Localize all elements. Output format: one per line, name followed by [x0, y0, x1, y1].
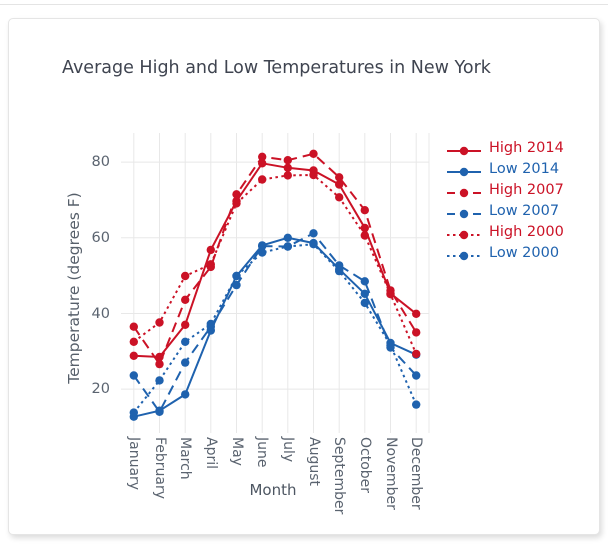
series-marker-high-2000	[284, 171, 292, 179]
series-marker-low-2000	[412, 400, 420, 408]
series-marker-low-2000	[309, 240, 317, 248]
x-tick-label: May	[228, 437, 245, 466]
y-axis-title: Temperature (degrees F)	[65, 192, 83, 384]
series-marker-high-2000	[258, 175, 266, 183]
legend-item-high-2014[interactable]	[446, 137, 564, 158]
legend-item-low-2014[interactable]	[446, 158, 564, 179]
y-tick-label: 80	[91, 154, 110, 171]
legend-item-high-2007[interactable]	[446, 179, 564, 200]
legend-label: Low 2014	[489, 160, 560, 177]
y-tick-label: 60	[91, 229, 110, 246]
y-tick-label: 20	[91, 381, 110, 398]
x-tick-label: October	[356, 437, 373, 494]
x-tick-label: December	[408, 437, 425, 510]
chart-title: Average High and Low Temperatures in New York	[62, 58, 491, 78]
series-marker-high-2007	[258, 153, 266, 161]
series-line-low-2000	[134, 244, 416, 412]
series-marker-low-2007	[181, 358, 189, 366]
series-marker-high-2014	[284, 164, 292, 172]
legend-label: High 2000	[489, 223, 564, 240]
series-line-high-2014	[134, 163, 416, 357]
series-marker-low-2007	[130, 371, 138, 379]
series-marker-high-2000	[309, 171, 317, 179]
series-marker-high-2000	[335, 193, 343, 201]
series-marker-high-2000	[155, 318, 163, 326]
series-marker-high-2000	[361, 231, 369, 239]
x-tick-label: June	[254, 437, 271, 468]
legend-line-sample	[446, 205, 482, 217]
legend	[446, 137, 564, 263]
series-marker-low-2000	[258, 248, 266, 256]
series-marker-low-2007	[412, 371, 420, 379]
series-marker-low-2000	[361, 299, 369, 307]
series-marker-low-2000	[284, 242, 292, 250]
legend-line-sample	[446, 184, 482, 196]
series-marker-high-2014	[130, 352, 138, 360]
series-line-high-2000	[134, 175, 416, 354]
series-marker-high-2007	[335, 173, 343, 181]
series-marker-high-2007	[232, 190, 240, 198]
series-marker-low-2000	[386, 341, 394, 349]
series-marker-high-2014	[181, 321, 189, 329]
series-marker-low-2007	[309, 229, 317, 237]
legend-line-sample	[446, 142, 482, 154]
legend-item-low-2000[interactable]	[446, 242, 564, 263]
series-marker-high-2000	[232, 199, 240, 207]
series-line-low-2007	[134, 233, 416, 411]
series-marker-high-2007	[361, 206, 369, 214]
x-tick-label: April	[202, 437, 219, 469]
series-marker-high-2014	[412, 310, 420, 318]
series-marker-low-2000	[207, 320, 215, 328]
series-marker-low-2014	[284, 234, 292, 242]
series-marker-high-2000	[181, 272, 189, 280]
x-tick-label: February	[151, 437, 168, 500]
legend-item-low-2007[interactable]	[446, 200, 564, 221]
legend-line-sample	[446, 247, 482, 259]
series-line-low-2014	[134, 238, 416, 417]
x-tick-label: January	[125, 437, 142, 491]
x-tick-label: July	[279, 437, 296, 463]
series-marker-low-2000	[155, 376, 163, 384]
series-marker-low-2007	[232, 281, 240, 289]
series-marker-high-2007	[412, 328, 420, 336]
series-marker-low-2014	[181, 390, 189, 398]
series-marker-high-2000	[130, 338, 138, 346]
series-marker-low-2007	[155, 408, 163, 416]
legend-label: High 2007	[489, 181, 564, 198]
y-tick-label: 40	[91, 305, 110, 322]
x-tick-label: March	[177, 437, 194, 480]
series-marker-high-2007	[130, 323, 138, 331]
series-marker-high-2007	[181, 296, 189, 304]
series-marker-high-2000	[412, 350, 420, 358]
series-marker-low-2000	[130, 408, 138, 416]
legend-item-high-2000[interactable]	[446, 221, 564, 242]
x-tick-label: November	[382, 437, 399, 510]
legend-line-sample	[446, 226, 482, 238]
legend-line-sample	[446, 163, 482, 175]
x-tick-label: August	[305, 437, 322, 486]
x-axis-title: Month	[249, 481, 297, 499]
x-tick-label: September	[331, 437, 348, 515]
series-marker-low-2000	[335, 267, 343, 275]
series-marker-high-2014	[207, 246, 215, 254]
series-marker-high-2000	[207, 260, 215, 268]
series-marker-high-2007	[155, 360, 163, 368]
series-line-high-2007	[134, 154, 416, 364]
legend-label: Low 2007	[489, 202, 560, 219]
legend-label: High 2014	[489, 139, 564, 156]
series-marker-low-2000	[181, 338, 189, 346]
series-marker-high-2007	[284, 156, 292, 164]
series-marker-high-2000	[386, 290, 394, 298]
series-marker-low-2007	[361, 277, 369, 285]
legend-label: Low 2000	[489, 244, 560, 261]
series-marker-high-2007	[309, 150, 317, 158]
series-marker-low-2000	[232, 272, 240, 280]
series-marker-high-2014	[361, 224, 369, 232]
